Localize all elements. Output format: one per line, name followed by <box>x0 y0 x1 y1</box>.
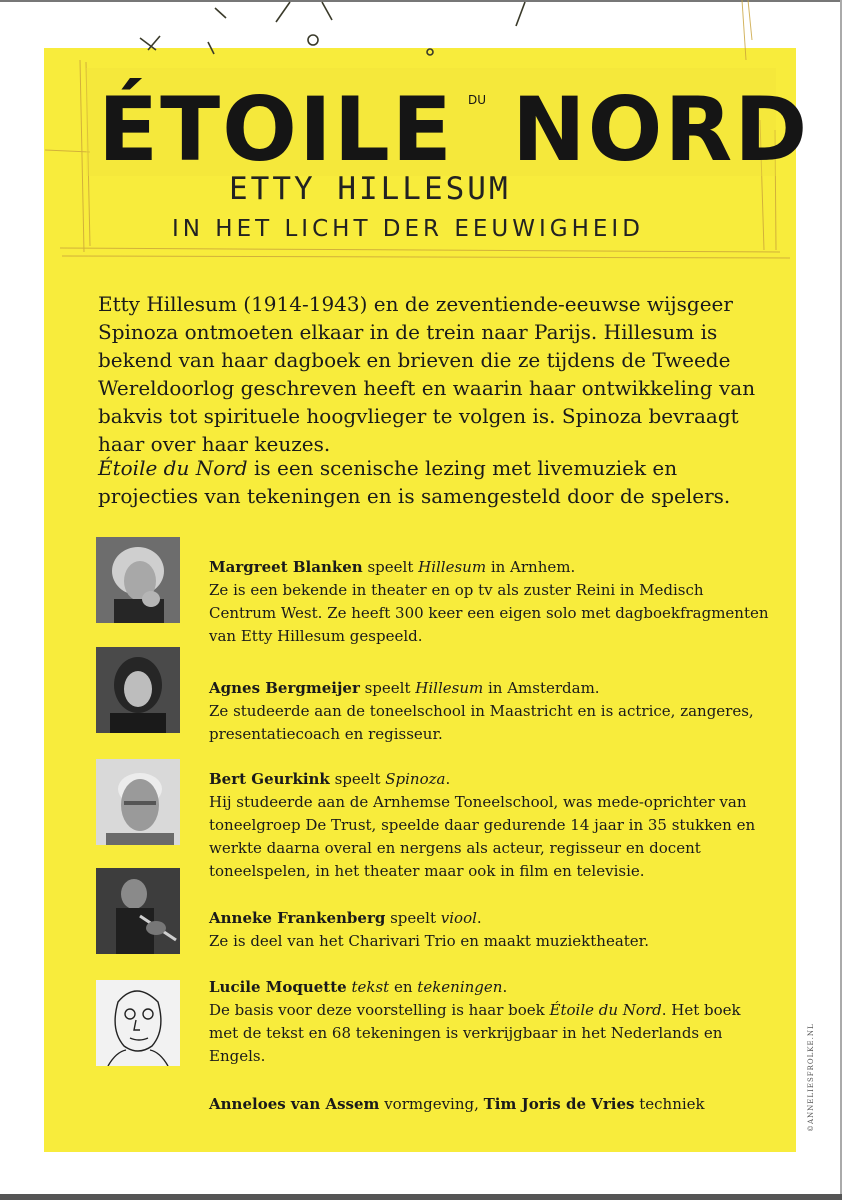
person-role: Spinoza <box>385 770 446 788</box>
person-mid: speelt <box>362 558 419 576</box>
person-name: Bert Geurkink <box>209 770 330 788</box>
bottom-border <box>0 1194 842 1200</box>
copyright-notice: ©ANNELIESFROLKE.NL <box>807 1023 815 1132</box>
person-headline <box>209 907 769 930</box>
credit-role-2: techniek <box>634 1095 705 1113</box>
person-anneke <box>209 907 769 953</box>
photo-anneke <box>96 868 180 954</box>
person-lucile <box>209 976 769 1068</box>
person-role: Hillesum <box>418 558 487 576</box>
title-etoile: ÉTOILE <box>98 78 454 181</box>
person-after-2: . <box>502 978 508 996</box>
intro-title: Étoile du Nord <box>98 456 248 480</box>
person-name: Lucile Moquette <box>209 978 347 996</box>
photo-bert <box>96 759 180 845</box>
person-margreet <box>209 556 769 648</box>
person-mid: speelt <box>329 770 386 788</box>
person-name: Agnes Bergmeijer <box>209 679 360 697</box>
photo-agnes <box>96 647 180 733</box>
intro-paragraph: Etty Hillesum (1914-1943) en de zeventiende-eeuwse wijsgeer Spinoza ontmoeten elkaar in de trein naar Parijs. Hillesum is bekend van haar dagboek en brieven die ze tijdens de Tweede Wereldoorlog geschreven heeft en waarin haar ontwikkeling van bakvis tot spirituele hoogvlieger te volgen is. Spinoza bevraagt haar over haar keuzes. <box>98 292 756 456</box>
subtitle-etty: ETTY HILLESUM <box>229 171 511 207</box>
person-role: viool <box>440 909 477 927</box>
title-nord: NORD <box>512 78 810 181</box>
person-headline <box>209 677 769 700</box>
person-mid: speelt <box>359 679 416 697</box>
intro-paragraph-2 <box>98 454 778 510</box>
photo-margreet <box>96 537 180 623</box>
person-bio: Hij studeerde aan de Arnhemse Toneelschool, was mede-oprichter van toneelgroep De Trust, speelde daar gedurende 14 jaar in 35 stukken en werkte daarna overal en nergens als acteur, regisseur en docent toneelspelen, in het theater maar ook in film en televisie. <box>209 793 756 880</box>
photo-lucile-drawing <box>96 980 180 1066</box>
person-bert <box>209 768 769 883</box>
person-name: Margreet Blanken <box>209 558 363 576</box>
person-after: . <box>476 909 482 927</box>
credit-name-1: Anneloes van Assem <box>209 1095 380 1113</box>
person-after: in Amsterdam. <box>483 679 600 697</box>
person-role-2: tekeningen <box>417 978 503 996</box>
person-mid: speelt <box>385 909 441 927</box>
person-bio: Ze studeerde aan de toneelschool in Maastricht en is actrice, zangeres, presentatiecoach en regisseur. <box>209 702 754 743</box>
bio-pre: De basis voor deze voorstelling is haar boek <box>209 1001 550 1019</box>
person-headline <box>209 556 769 579</box>
person-role: Hillesum <box>415 679 484 697</box>
credit-role-1: vormgeving, <box>379 1095 484 1113</box>
person-role: tekst <box>351 978 390 996</box>
person-agnes <box>209 677 769 746</box>
subtitle-licht: IN HET LICHT DER EEUWIGHEID <box>172 216 644 242</box>
bio-book-title: Étoile du Nord <box>549 1001 662 1019</box>
credits <box>209 1093 769 1116</box>
top-border <box>0 0 842 2</box>
intro-rest: is een scenische lezing met livemuziek en projecties van tekeningen en is samengesteld door de spelers. <box>98 456 731 508</box>
person-after: in Arnhem. <box>486 558 576 576</box>
person-after: en <box>389 978 418 996</box>
bio-post: . Het boek met de tekst en 68 tekeningen is verkrijgbaar in het Nederlands en Engels. <box>209 1001 741 1065</box>
person-bio <box>209 999 769 1068</box>
person-headline <box>209 768 769 791</box>
person-bio: Ze is een bekende in theater en op tv als zuster Reini in Medisch Centrum West. Ze heeft 300 keer een eigen solo met dagboekfragmenten van Etty Hillesum gespeeld. <box>209 581 769 645</box>
person-after: . <box>445 770 451 788</box>
person-headline <box>209 976 769 999</box>
person-bio: Ze is deel van het Charivari Trio en maakt muziektheater. <box>209 932 649 950</box>
person-name: Anneke Frankenberg <box>209 909 386 927</box>
credit-name-2: Tim Joris de Vries <box>483 1095 635 1113</box>
title-du: DU <box>468 93 487 107</box>
